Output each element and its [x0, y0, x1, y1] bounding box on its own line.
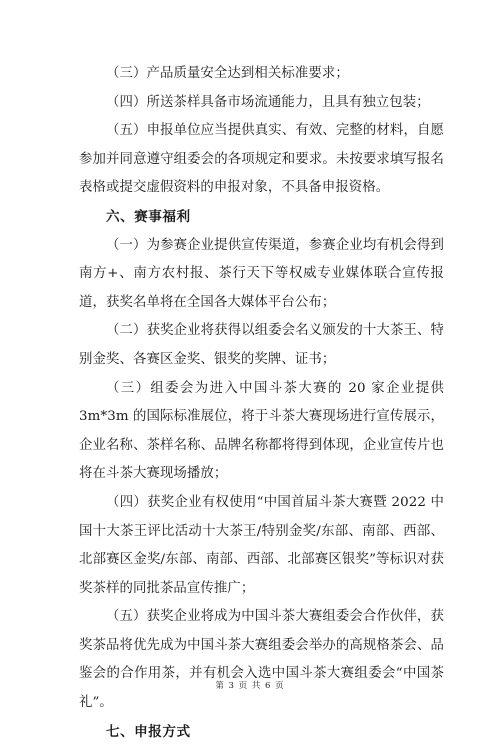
paragraph-benefit-2: （二）获奖企业将获得以组委会名义颁发的十大茶王、特别金奖、各赛区金奖、银奖的奖牌、证书；	[79, 323, 444, 367]
section-heading-application: 七、申报方式	[106, 723, 191, 740]
page-footer: 第 3 页 共 6 页	[215, 681, 285, 691]
paragraph-benefit-1: （一）为参赛企业提供宣传渠道，参赛企业均有机会得到南方+、南方农村报、茶行天下等权威专业媒体联合宣传报道，获奖名单将在全国各大媒体平台公布；	[79, 237, 444, 310]
paragraph-requirement-4: （四）所送茶样具备市场流通能力，且具有独立包装；	[106, 94, 430, 110]
paragraph-benefit-3: （三）组委会为进入中国斗茶大赛的 20 家企业提供 3m*3m 的国际标准展位，将于斗茶大赛现场进行宣传展示，企业名称、茶样名称、品牌名称都将得到体现，企业宣传片也将在斗茶大赛现场播放；	[79, 380, 444, 482]
paragraph-benefit-4: （四）获奖企业有权使用“中国首届斗茶大赛暨 2022 中国十大茶王评比活动十大茶王/特别金奖/东部、南部、西部、北部赛区金奖/东部、南部、西部、北部赛区银奖”等标识对获奖茶样的同批茶品宣传推广；	[79, 494, 444, 596]
paragraph-benefit-5: （五）获奖企业将成为中国斗茶大赛组委会合作伙伴，获奖茶品将优先成为中国斗茶大赛组委会举办的高规格茶会、品鉴会的合作用茶，并有机会入选中国斗茶大赛组委会“中国茶礼”。	[79, 609, 444, 711]
document-body	[79, 60, 444, 746]
paragraph-requirement-3: （三）产品质量安全达到相关标准要求；	[106, 66, 349, 81]
section-heading-benefits: 六、赛事福利	[106, 208, 191, 225]
paragraph-requirement-5: （五）申报单位应当提供真实、有效、完整的材料，自愿参加并同意遵守组委会的各项规定和要求。未按要求填写报名表格或提交虚假资料的申报对象，不具备申报资格。	[79, 123, 444, 196]
